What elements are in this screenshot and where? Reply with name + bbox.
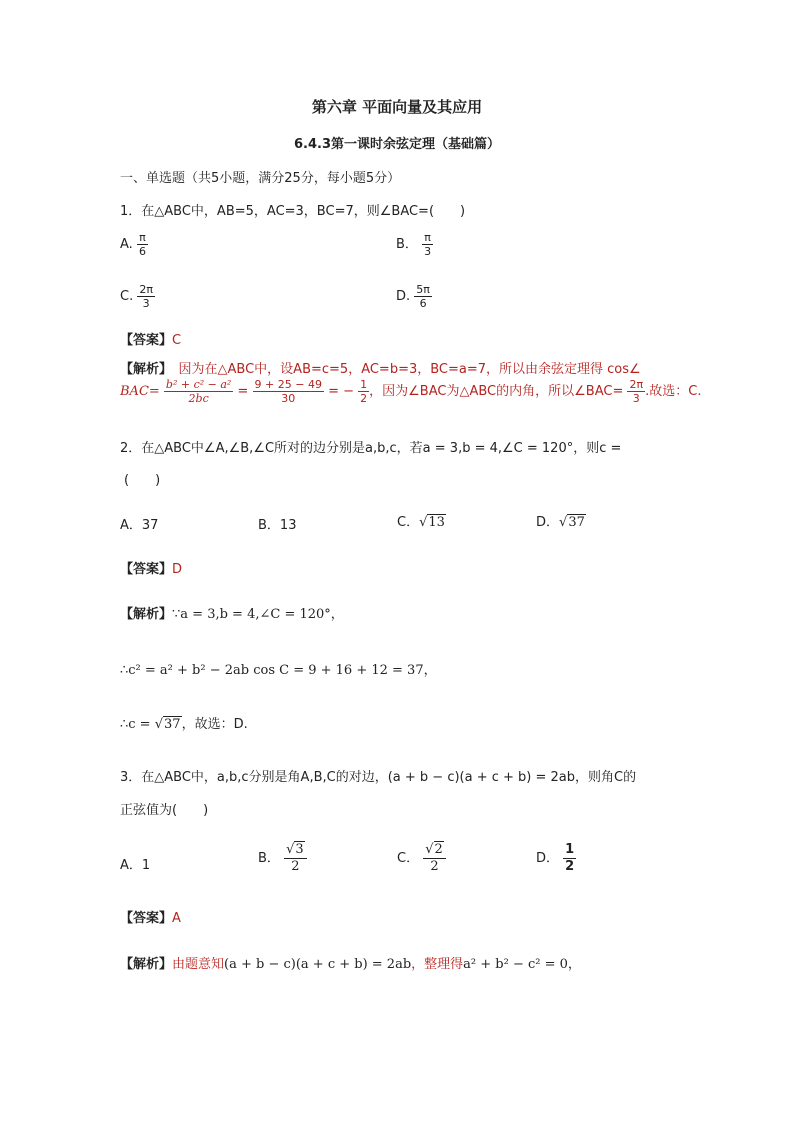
q1-option-b-den: 3 [424, 245, 432, 258]
q1-analysis-line1 [120, 358, 641, 377]
q3-analysis-part4: a² + b² − c² = 0， [463, 957, 581, 972]
q1-frac2-num: 9 + 25 − 49 [254, 378, 322, 391]
q3-stem-line1: 3．在△ABC中，a,b,c分别是角A,B,C的对边，(a + b − c)(a + c + b) = 2ab，则角C的 [120, 770, 637, 785]
q2-analysis-line3: ∴c = √37，故选：D. [120, 717, 248, 732]
q1-frac3-num: 1 [360, 378, 368, 391]
q1-option-d-prefix: D. [396, 289, 411, 304]
q1-analysis-text1: 因为在△ABC中，设AB=c=5，AC=b=3，BC=a=7，所以由余弦定理得 cos∠ [165, 362, 641, 377]
q1-analysis-bac: BAC= [120, 384, 160, 399]
q1-option-a-num: π [139, 231, 146, 244]
q2-analysis-line2: ∴c² = a² + b² − 2ab cos C = 9 + 16 + 12 = 37， [120, 663, 437, 678]
q3-option-d-prefix: D． [536, 851, 560, 866]
q1-eq2: = [237, 384, 249, 399]
q3-option-c-radicand: 2 [434, 842, 443, 857]
q1-option-d-num: 5π [416, 283, 430, 296]
q1-option-b-prefix: B． [396, 237, 418, 252]
q3-analysis-label: 【解析】 [120, 957, 173, 972]
q2-answer-value: D [172, 562, 183, 577]
chapter-title: 第六章 平面向量及其应用 [311, 98, 483, 116]
q1-frac2-den: 30 [253, 391, 324, 405]
q1-frac3-den: 2 [360, 392, 368, 405]
q1-option-d-den: 6 [414, 296, 432, 310]
q1-answer [120, 329, 181, 348]
q2-option-d-radicand: 37 [568, 515, 585, 530]
q2-option-c: C．√13 [397, 515, 445, 530]
q3-option-d-den: 2 [565, 859, 575, 874]
q2-analysis-c-eq: ∴c = [120, 717, 151, 732]
q2-analysis-text1: ∵a = 3,b = 4,∠C = 120°， [172, 607, 344, 622]
q1-analysis-line2 [120, 378, 701, 405]
q2-analysis-line1 [120, 603, 344, 622]
q3-option-b-den: 2 [284, 858, 307, 875]
q1-analysis-text2b: ，因为∠BAC为△ABC的内角，所以∠BAC= [369, 384, 624, 399]
q1-option-a [120, 231, 148, 258]
q1-option-c [120, 283, 155, 310]
q1-option-b [396, 231, 433, 258]
q1-option-c-num: 2π [139, 283, 153, 296]
q3-answer-value: A [172, 911, 181, 926]
q2-answer [120, 558, 182, 577]
q1-answer-label: 【答案】 [120, 333, 173, 348]
q2-analysis-radicand: 37 [164, 717, 181, 732]
q1-option-c-prefix: C. [120, 289, 134, 304]
q3-option-c: C． $\frac{√2}{2}$ [397, 842, 446, 875]
q3-option-b-prefix: B． [258, 851, 280, 866]
q2-option-a: A．37 [120, 518, 159, 533]
q1-analysis-label: 【解析】 [120, 362, 166, 377]
q2-answer-label: 【答案】 [120, 562, 173, 577]
q3-option-c-prefix: C． [397, 851, 420, 866]
q1-stem: 1．在△ABC中，AB=5，AC=3，BC=7，则∠BAC=( ) [120, 204, 466, 219]
q2-stem-line1: 2．在△ABC中∠A,∠B,∠C所对的边分别是a,b,c，若a = 3,b = 4,∠C = 120°，则c = [120, 441, 622, 456]
q2-option-d: D．√37 [536, 515, 585, 530]
q3-option-d [536, 842, 576, 875]
q3-answer [120, 907, 181, 926]
q3-option-d-num: 1 [565, 842, 575, 857]
q1-eq3: = − [328, 384, 355, 399]
q2-analysis-label: 【解析】 [120, 607, 173, 622]
q3-stem-line2: 正弦值为( ) [120, 803, 209, 818]
q2-option-b: B．13 [258, 518, 297, 533]
q2-option-c-prefix: C． [397, 515, 420, 530]
q3-analysis-part3: ，整理得 [411, 957, 464, 972]
q1-option-a-prefix: A. [120, 237, 133, 252]
q2-option-c-radicand: 13 [428, 515, 445, 530]
q3-analysis [120, 953, 581, 972]
q1-frac1-den: 2bc [164, 391, 233, 405]
q2-analysis-conclusion: ，故选：D. [181, 717, 248, 732]
q3-option-c-den: 2 [423, 858, 446, 875]
q3-option-a: A．1 [120, 858, 151, 873]
q1-option-a-den: 6 [138, 245, 146, 258]
q1-frac1-num: b² + c² − a² [165, 378, 232, 391]
q1-frac4-den: 3 [627, 391, 645, 405]
q1-analysis-text2c: .故选：C. [645, 384, 702, 399]
q1-option-d [396, 283, 432, 310]
q2-stem-line2: ( ) [124, 473, 161, 488]
q3-option-b-radicand: 3 [295, 842, 304, 857]
q3-analysis-part2: (a + b − c)(a + c + b) = 2ab [224, 957, 412, 972]
q3-analysis-part1: 由题意知 [172, 957, 225, 972]
q3-answer-label: 【答案】 [120, 911, 173, 926]
lesson-title: 6.4.3第一课时余弦定理（基础篇） [293, 137, 500, 152]
q1-option-b-num: π [424, 231, 431, 244]
q1-answer-value: C [172, 333, 182, 348]
q1-option-c-den: 3 [137, 296, 155, 310]
q3-option-b: B． $\frac{√3}{2}$ [258, 842, 307, 875]
q1-frac4-num: 2π [629, 378, 644, 391]
section-heading: 一、单选题（共5小题，满分25分，每小题5分） [120, 171, 401, 186]
q2-option-d-prefix: D． [536, 515, 560, 530]
